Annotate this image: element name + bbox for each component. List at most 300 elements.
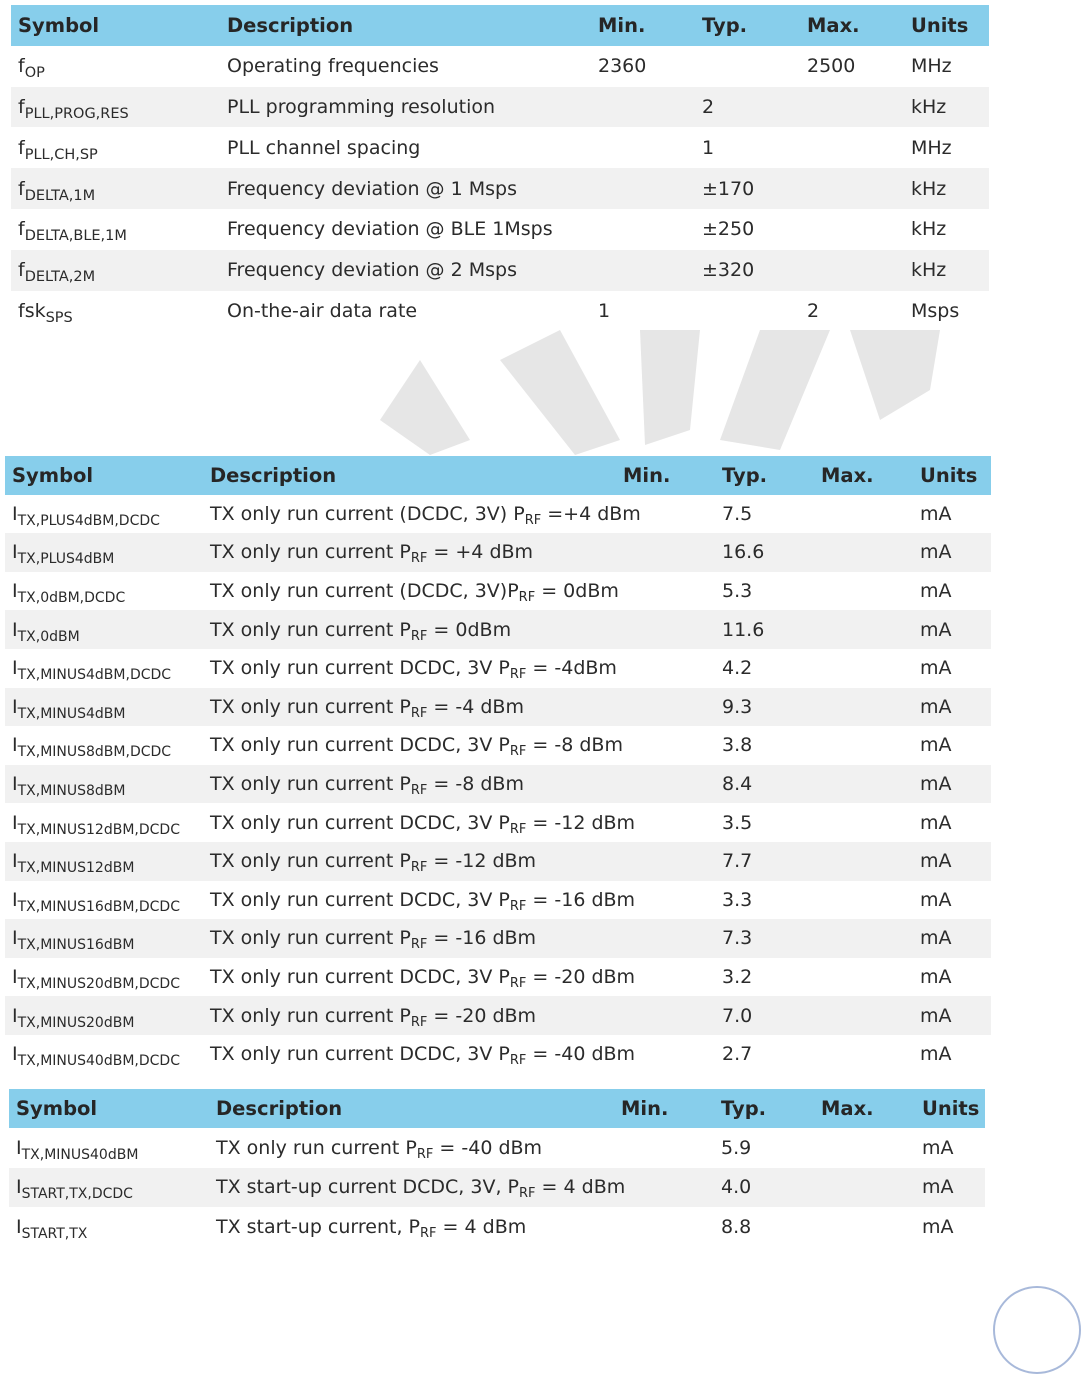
description-tail: = -16 dBm <box>526 888 636 911</box>
description-subscript: RF <box>524 512 542 528</box>
description-text: TX only run current P <box>210 695 411 718</box>
symbol-cell <box>11 127 220 168</box>
units-cell: mA <box>920 502 952 525</box>
header-symbol: Symbol <box>9 1089 209 1128</box>
header-description: Description <box>220 5 591 46</box>
description-text: TX only run current P <box>210 618 411 641</box>
symbol-subscript: START,TX,DCDC <box>21 1186 133 1203</box>
description-subscript: RF <box>410 1014 428 1030</box>
symbol-subscript: PLL,CH,SP <box>24 146 98 163</box>
symbol-cell <box>5 803 203 842</box>
symbol-cell <box>5 919 203 958</box>
description-text: Frequency deviation @ 2 Msps <box>227 259 517 282</box>
description-cell <box>220 127 591 168</box>
description-subscript: RF <box>410 705 428 721</box>
description-text: TX only run current P <box>210 541 411 564</box>
table-rf-frequencies <box>11 5 989 331</box>
description-cell <box>203 842 616 881</box>
symbol-text: I <box>12 811 18 834</box>
min-cell <box>591 209 695 250</box>
description-text: TX only run current P <box>210 1004 411 1027</box>
units-cell: mA <box>920 888 952 911</box>
description-cell <box>209 1168 626 1207</box>
units-cell: mA <box>920 734 952 757</box>
symbol-cell <box>11 87 220 128</box>
typ-cell: 4.0 <box>714 1168 814 1207</box>
table-row <box>5 958 991 997</box>
typ-cell: 3.3 <box>722 888 753 911</box>
description-text: PLL channel spacing <box>227 136 421 159</box>
table-row <box>11 127 989 168</box>
typ-cell <box>695 291 800 332</box>
symbol-subscript: TX,MINUS40dBM,DCDC <box>17 1053 180 1070</box>
table-header-row <box>9 1089 985 1128</box>
header-symbol: Symbol <box>5 456 203 495</box>
typ-cell: 16.6 <box>715 533 814 572</box>
units-cell: mA <box>913 610 991 649</box>
min-cell <box>616 572 715 611</box>
description-tail: = +4 dBm <box>427 541 534 564</box>
units-cell: mA <box>920 811 952 834</box>
units-cell: kHz <box>904 250 989 291</box>
header-description: Description <box>209 1089 614 1128</box>
max-cell <box>814 495 913 534</box>
description-text: TX only run current (DCDC, 3V)P <box>210 580 519 603</box>
typ-cell: 5.9 <box>721 1136 752 1159</box>
symbol-text: I <box>12 734 18 757</box>
table-row <box>5 996 991 1035</box>
symbol-text: I <box>12 850 18 873</box>
table-row <box>5 881 991 920</box>
description-text: TX only run current P <box>210 850 411 873</box>
min-cell <box>616 996 715 1035</box>
units-cell: kHz <box>904 168 989 209</box>
description-text: TX only run current DCDC, 3V P <box>210 734 510 757</box>
description-cell <box>203 881 636 920</box>
typ-cell: 2 <box>695 87 800 128</box>
symbol-cell <box>11 209 220 250</box>
typ-cell: 2.7 <box>722 1043 753 1066</box>
symbol-cell <box>11 46 220 87</box>
symbol-text: I <box>12 1043 18 1066</box>
table-row <box>5 688 991 727</box>
description-cell <box>203 688 616 727</box>
description-text: TX only run current DCDC, 3V P <box>210 1043 510 1066</box>
description-tail: = -8 dBm <box>427 773 524 796</box>
description-cell <box>203 649 616 688</box>
typ-cell: 3.5 <box>722 811 753 834</box>
max-cell <box>814 958 913 997</box>
symbol-text: I <box>16 1215 22 1238</box>
symbol-subscript: TX,MINUS8dBM <box>17 783 126 800</box>
units-cell: mA <box>915 1168 985 1207</box>
symbol-cell <box>9 1168 209 1207</box>
symbol-text: I <box>12 966 18 989</box>
symbol-text: f <box>18 218 25 241</box>
max-cell <box>814 842 913 881</box>
units-cell: mA <box>913 842 991 881</box>
description-tail: =+4 dBm <box>541 502 641 525</box>
symbol-cell <box>5 958 203 997</box>
symbol-subscript: TX,MINUS12dBM <box>17 860 135 877</box>
typ-cell: 8.8 <box>721 1215 752 1238</box>
units-cell: mA <box>913 919 991 958</box>
header-description: Description <box>203 456 616 495</box>
typ-cell: ±320 <box>695 250 800 291</box>
symbol-cell <box>5 495 203 534</box>
symbol-text: I <box>12 618 18 641</box>
units-cell: mA <box>920 1043 952 1066</box>
description-subscript: RF <box>518 590 536 606</box>
description-subscript: RF <box>509 1053 527 1069</box>
units-cell: MHz <box>911 136 952 159</box>
description-subscript: RF <box>410 783 428 799</box>
description-text: TX start-up current, P <box>216 1215 420 1238</box>
table-row <box>5 533 991 572</box>
typ-cell: 3.8 <box>722 734 753 757</box>
description-cell <box>203 495 641 534</box>
symbol-cell <box>11 291 220 332</box>
symbol-subscript: TX,MINUS40dBM <box>21 1146 139 1163</box>
symbol-subscript: DELTA,2M <box>24 269 96 286</box>
table-row <box>11 168 989 209</box>
description-subscript: RF <box>509 744 527 760</box>
table-row <box>5 803 991 842</box>
description-subscript: RF <box>420 1225 437 1241</box>
header-max: Max. <box>814 1089 915 1128</box>
units-cell: mA <box>913 688 991 727</box>
table-row <box>5 765 991 804</box>
typ-cell: 8.4 <box>715 765 814 804</box>
min-cell <box>614 1168 714 1207</box>
units-cell: kHz <box>904 87 989 128</box>
max-cell <box>800 250 904 291</box>
table-row <box>5 610 991 649</box>
typ-cell: ±170 <box>695 168 800 209</box>
symbol-cell <box>5 726 203 765</box>
table-header-row <box>5 456 991 495</box>
table-row <box>5 919 991 958</box>
table-row <box>11 291 989 332</box>
units-cell: mA <box>920 657 952 680</box>
symbol-subscript: TX,0dBM,DCDC <box>17 590 126 607</box>
table-row <box>11 250 989 291</box>
description-text: TX only run current DCDC, 3V P <box>210 966 510 989</box>
description-cell <box>203 533 616 572</box>
header-typ: Typ. <box>714 1089 814 1128</box>
description-cell <box>203 919 616 958</box>
description-cell <box>220 209 591 250</box>
symbol-text: f <box>18 95 25 118</box>
typ-cell: 4.2 <box>722 657 753 680</box>
description-cell <box>203 765 616 804</box>
min-cell <box>591 127 695 168</box>
description-cell <box>209 1128 614 1167</box>
min-cell <box>616 765 715 804</box>
description-tail: = -8 dBm <box>526 734 623 757</box>
max-cell <box>800 87 904 128</box>
units-cell: mA <box>922 1136 954 1159</box>
table-row <box>5 842 991 881</box>
symbol-text: f <box>18 259 25 282</box>
description-tail: = 4 dBm <box>436 1215 527 1238</box>
description-text: TX only run current DCDC, 3V P <box>210 888 510 911</box>
min-cell: 1 <box>598 299 611 322</box>
typ-cell <box>695 46 800 87</box>
description-tail: = -12 dBm <box>427 850 537 873</box>
symbol-subscript: START,TX <box>21 1225 88 1242</box>
symbol-text: I <box>12 1004 18 1027</box>
description-cell <box>220 87 591 128</box>
min-cell <box>614 1128 714 1167</box>
symbol-cell <box>5 649 203 688</box>
symbol-subscript: TX,MINUS4dBM,DCDC <box>17 667 172 684</box>
symbol-text: I <box>12 888 18 911</box>
description-subscript: RF <box>509 667 527 683</box>
symbol-subscript: TX,PLUS4dBM,DCDC <box>17 512 160 529</box>
min-cell <box>616 610 715 649</box>
symbol-subscript: TX,MINUS20dBM,DCDC <box>17 976 180 993</box>
max-cell <box>814 649 913 688</box>
symbol-cell <box>9 1128 209 1167</box>
symbol-subscript: PLL,PROG,RES <box>24 105 129 122</box>
description-cell <box>203 610 616 649</box>
description-tail: = -12 dBm <box>526 811 636 834</box>
description-cell <box>203 572 619 611</box>
symbol-subscript: TX,MINUS16dBM,DCDC <box>17 898 180 915</box>
symbol-subscript: OP <box>24 65 45 82</box>
max-cell <box>814 1207 915 1246</box>
description-subscript: RF <box>410 551 428 567</box>
description-cell <box>203 996 616 1035</box>
table-row <box>9 1207 985 1246</box>
symbol-cell <box>5 610 203 649</box>
min-cell <box>616 533 715 572</box>
symbol-subscript: TX,PLUS4dBM <box>17 551 115 568</box>
header-max: Max. <box>800 5 904 46</box>
symbol-subscript: TX,MINUS8dBM,DCDC <box>17 744 172 761</box>
min-cell <box>591 250 695 291</box>
typ-cell: 5.3 <box>722 580 753 603</box>
units-cell: mA <box>913 533 991 572</box>
min-cell: 2360 <box>598 55 647 78</box>
description-tail: = -20 dBm <box>526 966 636 989</box>
min-cell <box>616 649 715 688</box>
header-min: Min. <box>616 456 715 495</box>
description-cell <box>203 726 623 765</box>
symbol-cell <box>9 1207 209 1246</box>
typ-cell: 7.0 <box>715 996 814 1035</box>
description-subscript: RF <box>410 628 428 644</box>
symbol-cell <box>5 765 203 804</box>
min-cell <box>614 1207 714 1246</box>
typ-cell: 7.3 <box>715 919 814 958</box>
max-cell <box>814 1035 913 1074</box>
description-cell <box>209 1207 614 1246</box>
symbol-text: fsk <box>18 299 46 322</box>
description-tail: = 0dBm <box>427 618 512 641</box>
description-text: TX only run current P <box>210 927 411 950</box>
symbol-subscript: TX,MINUS4dBM <box>17 705 126 722</box>
table-row <box>9 1128 985 1167</box>
description-tail: = -20 dBm <box>427 1004 537 1027</box>
max-cell <box>800 127 904 168</box>
symbol-text: f <box>18 136 25 159</box>
description-tail: = 0dBm <box>535 580 619 603</box>
typ-cell: ±250 <box>702 218 755 241</box>
max-cell: 2 <box>807 299 820 322</box>
page-marker-circle <box>993 1286 1081 1374</box>
description-text: TX only run current (DCDC, 3V) P <box>210 502 525 525</box>
description-text: TX start-up current DCDC, 3V, P <box>216 1176 519 1199</box>
min-cell <box>591 87 695 128</box>
description-tail: = -40 dBm <box>433 1136 543 1159</box>
description-subscript: RF <box>416 1146 434 1162</box>
typ-cell: 1 <box>702 136 715 159</box>
description-text: TX only run current P <box>210 773 411 796</box>
max-cell <box>814 572 913 611</box>
max-cell <box>814 1128 915 1167</box>
table-tx-run-current <box>5 456 991 1074</box>
max-cell <box>814 688 913 727</box>
description-subscript: RF <box>519 1186 536 1202</box>
header-units: Units <box>913 456 991 495</box>
max-cell <box>814 610 913 649</box>
symbol-text: I <box>12 695 18 718</box>
description-cell <box>203 1035 636 1074</box>
table-row <box>11 46 989 87</box>
description-cell <box>220 168 591 209</box>
description-subscript: RF <box>509 898 527 914</box>
max-cell <box>814 765 913 804</box>
description-text: Frequency deviation @ BLE 1Msps <box>227 218 553 241</box>
description-subscript: RF <box>509 976 527 992</box>
symbol-subscript: DELTA,BLE,1M <box>24 228 127 245</box>
units-cell: Msps <box>911 299 960 322</box>
description-tail: = -4dBm <box>526 657 617 680</box>
header-symbol: Symbol <box>11 5 220 46</box>
header-typ: Typ. <box>695 5 800 46</box>
max-cell <box>814 533 913 572</box>
max-cell <box>814 726 913 765</box>
units-cell: MHz <box>911 55 952 78</box>
min-cell <box>616 919 715 958</box>
symbol-subscript: TX,MINUS16dBM <box>17 937 135 954</box>
min-cell <box>616 726 715 765</box>
symbol-cell <box>5 842 203 881</box>
typ-cell: 7.7 <box>715 842 814 881</box>
description-cell <box>203 958 636 997</box>
description-text: Frequency deviation @ 1 Msps <box>227 177 517 200</box>
symbol-text: I <box>12 580 18 603</box>
table-row <box>5 1035 991 1074</box>
header-units: Units <box>915 1089 985 1128</box>
header-typ: Typ. <box>715 456 814 495</box>
description-cell <box>203 803 636 842</box>
table-row <box>11 209 989 250</box>
symbol-text: I <box>12 773 18 796</box>
symbol-cell <box>11 250 220 291</box>
description-subscript: RF <box>410 937 428 953</box>
symbol-text: I <box>16 1136 22 1159</box>
description-tail: = 4 dBm <box>535 1176 626 1199</box>
table-header-row <box>11 5 989 46</box>
header-units: Units <box>904 5 989 46</box>
header-min: Min. <box>614 1089 714 1128</box>
table-row <box>5 726 991 765</box>
max-cell <box>800 168 904 209</box>
symbol-text: I <box>12 541 18 564</box>
table-row <box>5 572 991 611</box>
symbol-text: f <box>18 55 25 78</box>
symbol-subscript: SPS <box>45 309 73 326</box>
header-max: Max. <box>814 456 913 495</box>
table-row <box>5 649 991 688</box>
max-cell <box>814 803 913 842</box>
symbol-subscript: DELTA,1M <box>24 187 96 204</box>
units-cell: mA <box>922 1215 954 1238</box>
description-text: TX only run current DCDC, 3V P <box>210 811 510 834</box>
symbol-subscript: TX,MINUS20dBM <box>17 1014 135 1031</box>
symbol-text: I <box>12 502 18 525</box>
symbol-text: f <box>18 177 25 200</box>
description-text: PLL programming resolution <box>227 95 496 118</box>
description-text: On-the-air data rate <box>227 299 418 322</box>
description-text: TX only run current P <box>216 1136 417 1159</box>
min-cell <box>591 168 695 209</box>
units-cell: mA <box>920 580 952 603</box>
description-cell <box>220 250 591 291</box>
symbol-cell <box>5 1035 203 1074</box>
symbol-text: I <box>16 1176 22 1199</box>
max-cell <box>814 1168 915 1207</box>
symbol-cell <box>5 572 203 611</box>
max-cell <box>814 996 913 1035</box>
max-cell <box>800 209 904 250</box>
units-cell: kHz <box>911 218 947 241</box>
symbol-text: I <box>12 657 18 680</box>
min-cell <box>616 688 715 727</box>
symbol-cell <box>5 881 203 920</box>
description-subscript: RF <box>410 860 428 876</box>
description-text: TX only run current DCDC, 3V P <box>210 657 510 680</box>
description-cell <box>220 291 591 332</box>
table-row <box>11 87 989 128</box>
min-cell <box>616 842 715 881</box>
header-min: Min. <box>591 5 695 46</box>
description-tail: = -40 dBm <box>526 1043 636 1066</box>
table-row <box>9 1168 985 1207</box>
table-tx-startup-current <box>9 1089 985 1246</box>
symbol-text: I <box>12 927 18 950</box>
description-subscript: RF <box>509 821 527 837</box>
symbol-cell <box>5 688 203 727</box>
description-cell <box>220 46 591 87</box>
symbol-subscript: TX,MINUS12dBM,DCDC <box>17 821 180 838</box>
max-cell <box>814 881 913 920</box>
symbol-cell <box>11 168 220 209</box>
symbol-cell <box>5 533 203 572</box>
typ-cell: 9.3 <box>715 688 814 727</box>
max-cell <box>814 919 913 958</box>
symbol-subscript: TX,0dBM <box>17 628 80 645</box>
units-cell: mA <box>913 765 991 804</box>
description-text: Operating frequencies <box>227 55 439 78</box>
typ-cell: 7.5 <box>722 502 753 525</box>
symbol-cell <box>5 996 203 1035</box>
units-cell: mA <box>913 996 991 1035</box>
description-tail: = -16 dBm <box>427 927 537 950</box>
